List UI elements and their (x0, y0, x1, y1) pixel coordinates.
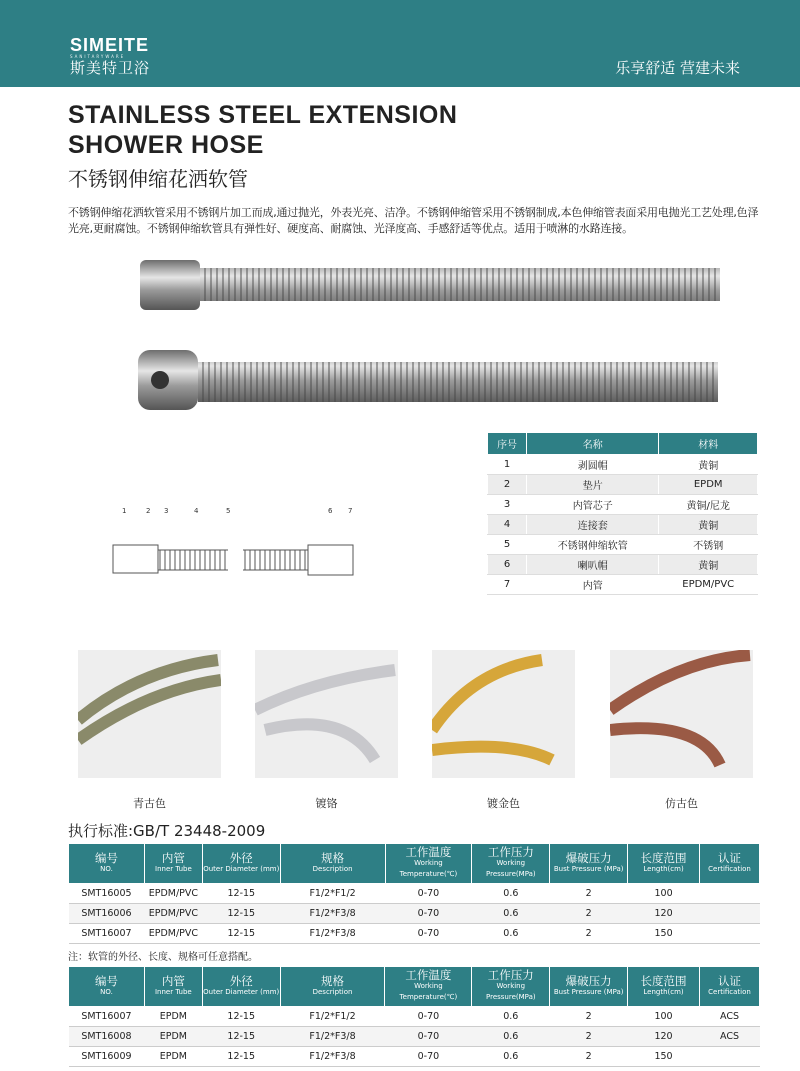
spec-header-cn: 长度范围 (640, 850, 687, 865)
spec-cell: 100 (628, 884, 700, 904)
spec-cell: 150 (628, 1047, 700, 1067)
brand-name-cn: 斯美特卫浴 (70, 59, 151, 77)
parts-header-material: 材料 (659, 433, 758, 455)
parts-row (488, 515, 758, 535)
note: 注：软管的外径、长度、规格可任意搭配。 (68, 952, 258, 963)
spec-cell: EPDM/PVC (144, 924, 202, 944)
spec-row (69, 924, 760, 944)
parts-cell: 6 (488, 555, 527, 575)
parts-cell: 喇叭帽 (527, 555, 659, 575)
diagram-label: 6 (328, 507, 333, 515)
page-title-cn: 不锈钢伸缩花洒软管 (68, 167, 248, 191)
spec-header-row (69, 967, 760, 1007)
spec-header-en: Bust Pressure (MPa) (553, 864, 624, 873)
hose-illustration-2 (138, 345, 718, 415)
spec-cell: 0-70 (385, 904, 472, 924)
spec-header-cn: 内管 (161, 973, 185, 988)
spec-cell: 0-70 (385, 884, 472, 904)
spec-cell: 2 (550, 904, 628, 924)
spec-cell: SMT16009 (69, 1047, 145, 1067)
spec-header-cn: 规格 (321, 973, 345, 988)
spec-cell: SMT16006 (69, 904, 145, 924)
parts-cell: 不锈钢 (659, 535, 758, 555)
finish-label: 镀铬 (315, 797, 338, 810)
spec-cell: 150 (628, 924, 700, 944)
execution-standard: 执行标准:GB/T 23448-2009 (68, 822, 266, 840)
spec-cell (700, 884, 760, 904)
spec-header-en: Description (312, 864, 353, 873)
spec-header (700, 844, 760, 884)
spec-cell (700, 904, 760, 924)
parts-cell: 连接套 (527, 515, 659, 535)
spec-cell: F1/2*F1/2 (280, 1007, 385, 1027)
spec-header-cn: 外径 (229, 973, 253, 988)
page-title-en: STAINLESS STEEL EXTENSION SHOWER HOSE (68, 101, 458, 159)
spec-cell (699, 1047, 759, 1067)
parts-cell: 内管 (527, 575, 659, 595)
spec-header (202, 844, 280, 884)
finish-photo-chrome (255, 650, 398, 778)
parts-row (488, 535, 758, 555)
product-description: 不锈钢伸缩花洒软管采用不锈钢片加工而成,通过抛光，外表光亮、洁净。不锈钢伸缩管采用不锈钢制成,本色伸缩管表面采用电抛光工艺处理,色泽光亮,更耐腐蚀。不锈钢伸缩软管具有弹性好、硬度高、耐腐蚀、光泽度高、手感舒适等优点。适用于喷淋的水路连接。 (68, 206, 759, 235)
spec-cell: EPDM (144, 1027, 202, 1047)
spec-header-cn: 爆破压力 (565, 973, 612, 988)
diagram-label: 1 (122, 507, 127, 515)
parts-row (488, 575, 758, 595)
parts-header-no: 序号 (488, 433, 527, 455)
spec-cell: ACS (699, 1007, 759, 1027)
spec-header-en: Length(cm) (643, 987, 684, 996)
finish-label: 仿古色 (665, 797, 698, 810)
spec-cell: 12-15 (202, 1007, 280, 1027)
parts-cell: 5 (488, 535, 527, 555)
spec-header (385, 967, 472, 1007)
spec-cell: 0-70 (385, 1047, 472, 1067)
spec-cell: 0-70 (385, 924, 472, 944)
spec-header-en: Outer Diameter (mm) (203, 864, 280, 873)
spec-cell: 12-15 (202, 1027, 280, 1047)
spec-header (385, 844, 472, 884)
spec-header-en: NO. (100, 987, 113, 996)
spec-header-en: Outer Diameter (mm) (203, 987, 280, 996)
parts-cell: 垫片 (527, 475, 659, 495)
diagram-label: 2 (146, 507, 151, 515)
spec-cell: EPDM (144, 1007, 202, 1027)
spec-row (69, 904, 760, 924)
spec-table-2 (68, 966, 760, 1067)
spec-header-row (69, 844, 760, 884)
finish-photo-gold (432, 650, 575, 778)
spec-cell: 0-70 (385, 1007, 472, 1027)
brand-subtitle: SANITARYWARE (70, 54, 126, 59)
spec-cell: 120 (628, 904, 700, 924)
parts-cell: 黄铜 (659, 455, 758, 475)
finish-photo-antique (610, 650, 753, 778)
spec-header (280, 844, 385, 884)
spec-cell: 100 (628, 1007, 700, 1027)
spec-cell: 12-15 (202, 924, 280, 944)
spec-cell: 12-15 (202, 904, 280, 924)
parts-header-name: 名称 (527, 433, 659, 455)
spec-header-en: Bust Pressure (MPa) (553, 987, 624, 996)
spec-header-cn: 认证 (717, 973, 741, 988)
spec-header-cn: 工作压力 (487, 845, 534, 859)
spec-header-cn: 认证 (718, 850, 741, 865)
spec-cell: SMT16007 (69, 1007, 145, 1027)
spec-header-cn: 编号 (94, 973, 118, 988)
spec-header (202, 967, 280, 1007)
spec-header-en: Description (312, 987, 353, 996)
spec-header-cn: 内管 (161, 850, 185, 865)
spec-header (69, 844, 145, 884)
spec-header (280, 967, 385, 1007)
hose-illustration-1 (140, 255, 720, 315)
spec-cell: 12-15 (202, 884, 280, 904)
spec-cell: 0.6 (472, 1047, 550, 1067)
spec-cell (700, 924, 760, 944)
parts-cell: 黄铜 (659, 515, 758, 535)
spec-cell: F1/2*F1/2 (280, 884, 385, 904)
spec-cell: F1/2*F3/8 (280, 1027, 385, 1047)
spec-header-en: Working Temperature(℃) (399, 859, 458, 878)
spec-header (472, 967, 550, 1007)
spec-cell: 2 (550, 1007, 628, 1027)
spec-cell: 0.6 (472, 924, 550, 944)
slogan: 乐享舒适 营建未来 (615, 59, 740, 77)
parts-cell: EPDM/PVC (659, 575, 758, 595)
spec-header-en: Length(cm) (643, 864, 684, 873)
diagram-label: 7 (348, 507, 353, 515)
spec-cell: F1/2*F3/8 (280, 924, 385, 944)
spec-cell: 120 (628, 1027, 700, 1047)
finish-label: 青古色 (133, 797, 166, 810)
spec-table-1 (68, 843, 760, 944)
spec-header (472, 844, 550, 884)
spec-header-en: Inner Tube (155, 864, 192, 873)
parts-cell: 剥圆帽 (527, 455, 659, 475)
spec-cell: 2 (550, 924, 628, 944)
parts-cell: 黄铜 (659, 555, 758, 575)
hose-swatch (78, 660, 221, 740)
parts-cell: 黄铜/尼龙 (659, 495, 758, 515)
parts-cell: 7 (488, 575, 527, 595)
spec-cell: SMT16007 (69, 924, 145, 944)
spec-header-cn: 工作压力 (487, 968, 534, 982)
spec-cell: F1/2*F3/8 (280, 904, 385, 924)
diagram-label: 5 (226, 507, 231, 515)
parts-cell: 2 (488, 475, 527, 495)
parts-cell: 4 (488, 515, 527, 535)
spec-header-cn: 长度范围 (640, 973, 687, 988)
parts-cell: 1 (488, 455, 527, 475)
hose-swatch (610, 655, 750, 765)
spec-header-cn: 外径 (229, 850, 253, 865)
spec-cell: 0.6 (472, 1007, 550, 1027)
hose-swatch (432, 660, 552, 760)
spec-header-en: Certification (708, 987, 751, 996)
spec-cell: ACS (699, 1027, 759, 1047)
diagram-label: 4 (194, 507, 199, 515)
spec-row (69, 1007, 760, 1027)
spec-header-en: NO. (100, 864, 113, 873)
spec-header (69, 967, 145, 1007)
spec-cell: 2 (550, 884, 628, 904)
spec-header-cn: 编号 (94, 850, 118, 865)
spec-header (144, 967, 202, 1007)
spec-header-en: Inner Tube (154, 987, 192, 996)
finish-photo-bronze (78, 650, 221, 778)
spec-cell: EPDM/PVC (144, 904, 202, 924)
spec-header (550, 967, 628, 1007)
spec-header (144, 844, 202, 884)
spec-header (699, 967, 759, 1007)
spec-header-cn: 工作温度 (405, 845, 452, 859)
spec-cell: 0.6 (472, 884, 550, 904)
spec-cell: EPDM (144, 1047, 202, 1067)
parts-row (488, 555, 758, 575)
diagram-label: 3 (164, 507, 169, 515)
spec-header-en: Working Pressure(MPa) (486, 859, 536, 878)
spec-header-en: Working Temperature(℃) (399, 982, 458, 1001)
hose-diagram (108, 505, 358, 590)
parts-cell: 不锈钢伸缩软管 (527, 535, 659, 555)
spec-row (69, 1027, 760, 1047)
spec-header-en: Working Pressure(MPa) (486, 982, 536, 1001)
spec-header-cn: 爆破压力 (565, 850, 612, 865)
spec-cell: SMT16005 (69, 884, 145, 904)
spec-row (69, 1047, 760, 1067)
spec-header (628, 967, 700, 1007)
hose-swatch (255, 670, 395, 760)
parts-cell: EPDM (659, 475, 758, 495)
parts-row (488, 495, 758, 515)
spec-header (628, 844, 700, 884)
parts-cell: 3 (488, 495, 527, 515)
spec-header-cn: 工作温度 (405, 968, 452, 982)
spec-cell: 12-15 (202, 1047, 280, 1067)
spec-cell: 0-70 (385, 1027, 472, 1047)
brand-name-en: SIMEITE (70, 35, 150, 55)
spec-cell: 2 (550, 1047, 628, 1067)
parts-row (488, 475, 758, 495)
spec-header-en: Certification (708, 864, 751, 873)
parts-row (488, 455, 758, 475)
parts-table (487, 432, 758, 595)
finish-label: 镀金色 (487, 797, 520, 810)
spec-cell: 0.6 (472, 1027, 550, 1047)
brand-logo (70, 36, 150, 77)
spec-cell: 0.6 (472, 904, 550, 924)
spec-header-cn: 规格 (321, 850, 345, 865)
spec-header (550, 844, 628, 884)
parts-cell: 内管芯子 (527, 495, 659, 515)
spec-cell: EPDM/PVC (144, 884, 202, 904)
spec-cell: SMT16008 (69, 1027, 145, 1047)
header-bar (0, 0, 800, 87)
spec-row (69, 884, 760, 904)
spec-cell: 2 (550, 1027, 628, 1047)
spec-cell: F1/2*F3/8 (280, 1047, 385, 1067)
